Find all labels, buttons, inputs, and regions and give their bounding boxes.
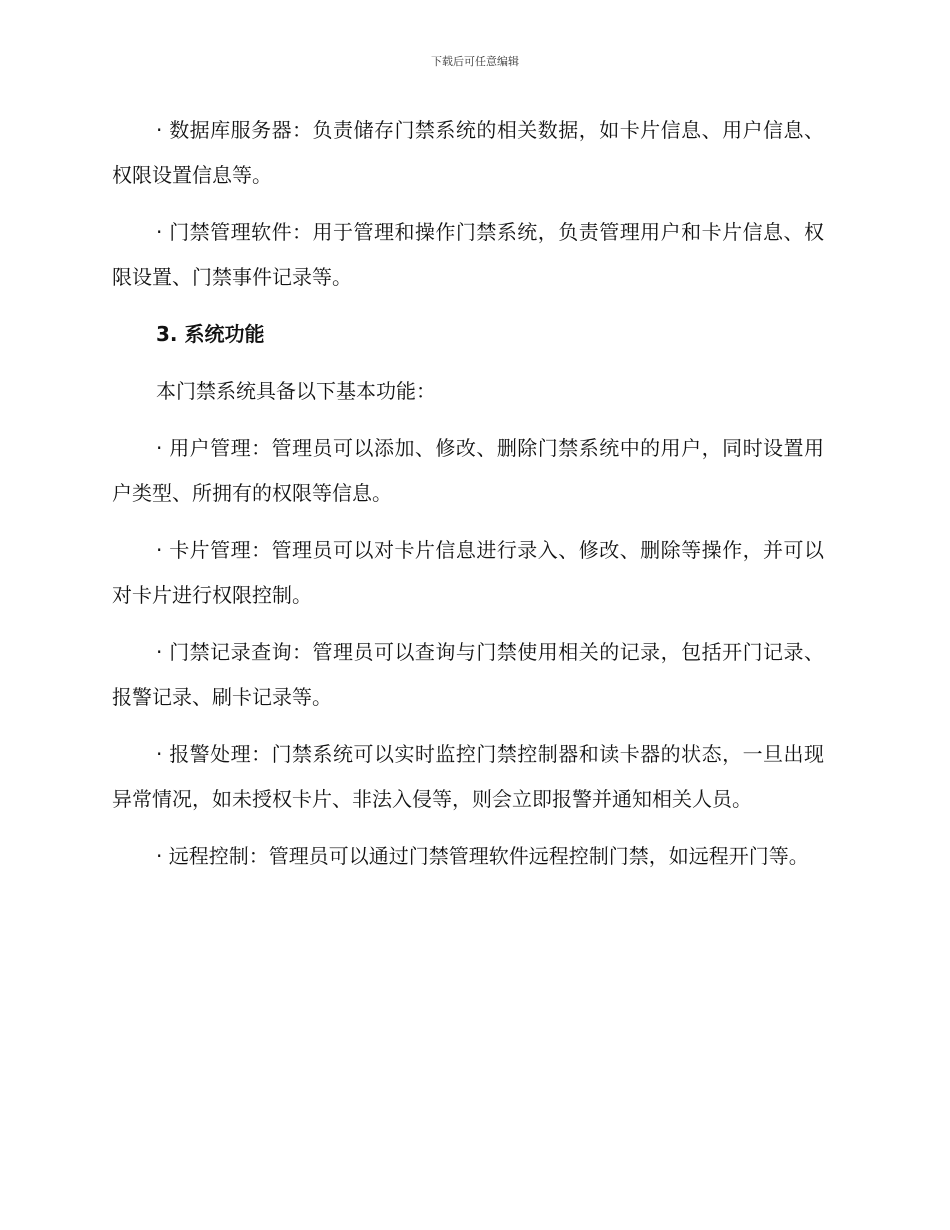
paragraph-user-management: · 用户管理：管理员可以添加、修改、删除门禁系统中的用户，同时设置用户类型、所拥有的权限等信息。 [112,436,824,505]
paragraph-access-software: · 门禁管理软件：用于管理和操作门禁系统，负责管理用户和卡片信息、权限设置、门禁事件记录等。 [112,220,824,289]
paragraph-remote-control: · 远程控制：管理员可以通过门禁管理软件远程控制门禁，如远程开门等。 [156,844,809,868]
document-body [112,108,824,891]
paragraph-intro: 本门禁系统具备以下基本功能： [156,379,436,403]
paragraph-card-management: · 卡片管理：管理员可以对卡片信息进行录入、修改、删除等操作，并可以对卡片进行权限控制。 [112,538,824,607]
paragraph-database-server: · 数据库服务器：负责储存门禁系统的相关数据，如卡片信息、用户信息、权限设置信息等。 [112,118,824,187]
paragraph-record-query: · 门禁记录查询：管理员可以查询与门禁使用相关的记录，包括开门记录、报警记录、刷卡记录等。 [112,640,824,709]
header-note: 下载后可任意编辑 [431,55,519,68]
section-heading: 3. 系统功能 [156,322,265,346]
paragraph-alarm-handling: · 报警处理：门禁系统可以实时监控门禁控制器和读卡器的状态，一旦出现异常情况，如未授权卡片、非法入侵等，则会立即报警并通知相关人员。 [112,742,824,811]
